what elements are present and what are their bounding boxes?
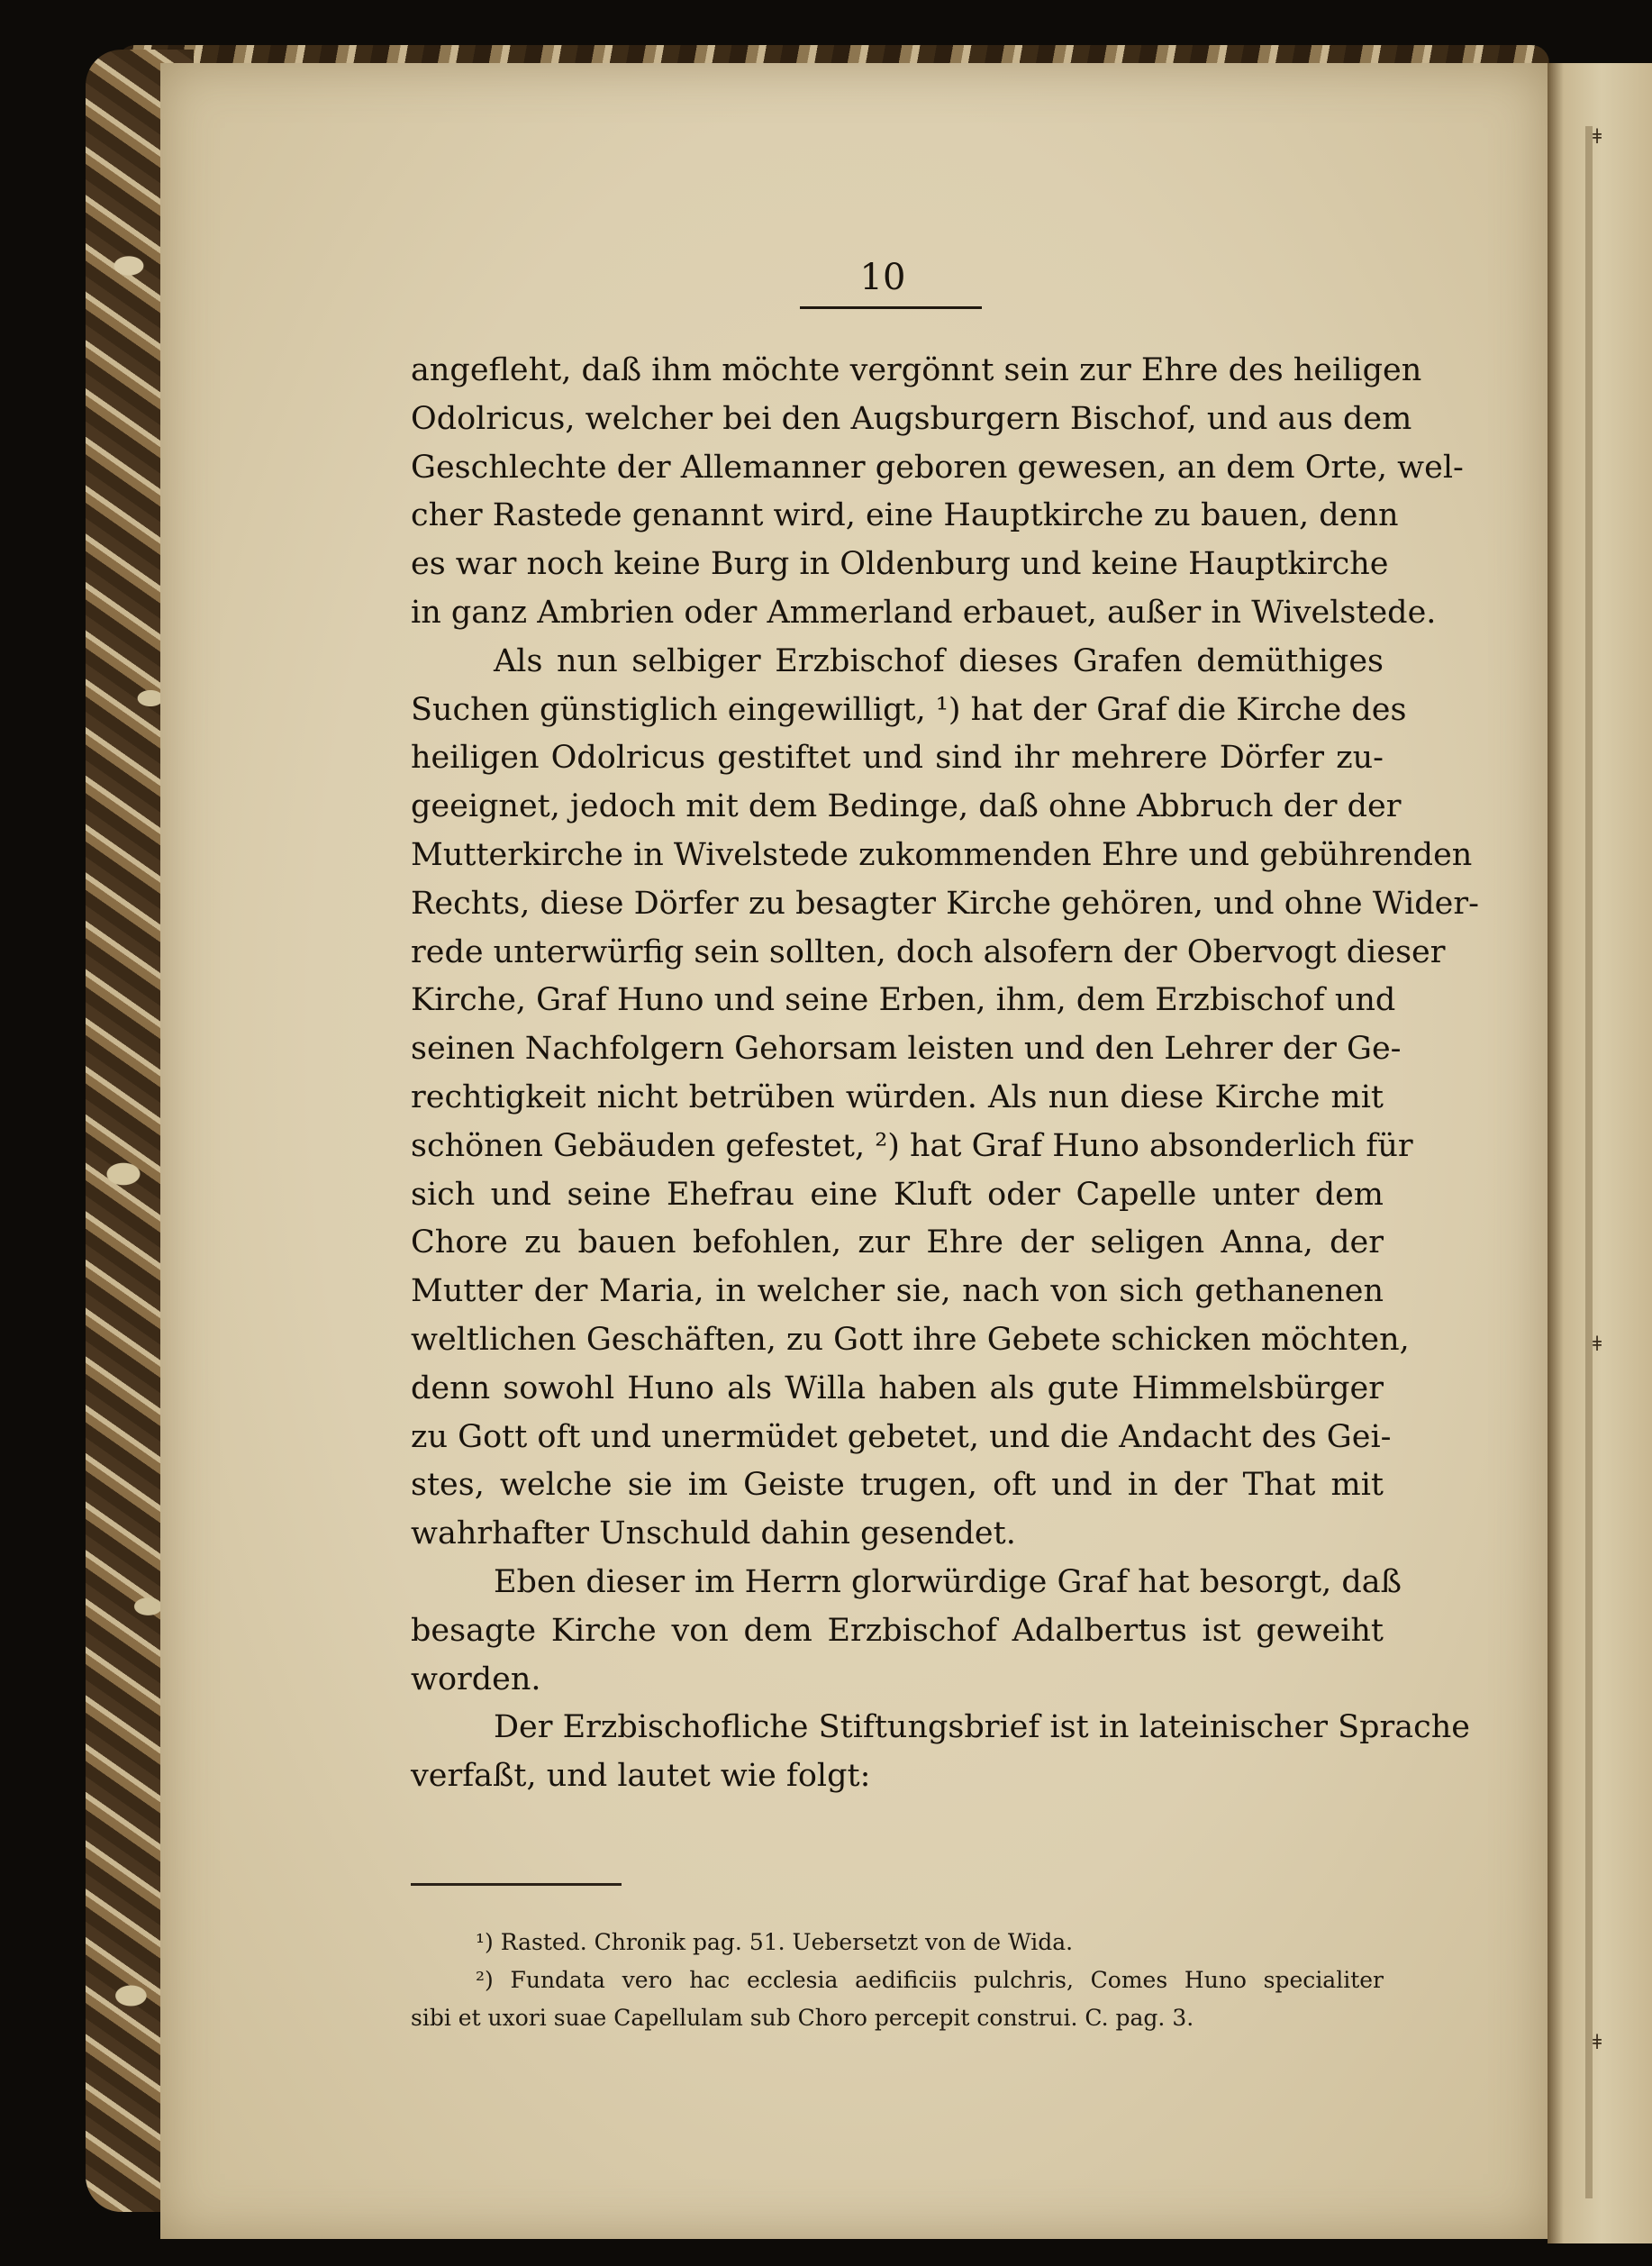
text-line: seinen Nachfolgern Gehorsam leisten und den Lehrer der Ge- xyxy=(411,1031,1402,1068)
margin-mark: ǂ xyxy=(1593,2032,1602,2054)
footnote-rule xyxy=(411,1883,622,1886)
margin-mark: ǂ xyxy=(1593,126,1602,149)
text-line: zu Gott oft und unermüdet gebetet, und die Andacht des Gei- xyxy=(411,1418,1392,1455)
text-line: denn sowohl Huno als Willa haben als gute Himmelsbürger xyxy=(411,1370,1384,1406)
text-line: Der Erzbischofliche Stiftungsbrief ist in lateinischer Sprache xyxy=(494,1709,1470,1746)
facing-page-edge xyxy=(1548,63,1652,2243)
text-line: angefleht, daß ihm möchte vergönnt sein zur Ehre des heiligen xyxy=(411,352,1422,388)
text-line: Odolricus, welcher bei den Augsburgern Bischof, und aus dem xyxy=(411,400,1412,437)
text-line: schönen Gebäuden gefestet, ²) hat Graf Huno absonderlich für xyxy=(411,1127,1413,1164)
text-line: weltlichen Geschäften, zu Gott ihre Gebete schicken möchten, xyxy=(411,1321,1410,1358)
text-line: Suchen günstiglich eingewilligt, ¹) hat der Graf die Kirche des xyxy=(411,691,1407,728)
text-line: Mutterkirche in Wivelstede zukommenden Ehre und gebührenden xyxy=(411,836,1473,873)
text-line: es war noch keine Burg in Oldenburg und keine Hauptkirche xyxy=(411,546,1389,583)
text-line: Geschlechte der Allemanner geboren gewesen, an dem Orte, wel- xyxy=(411,449,1464,486)
footnote-line: sibi et uxori suae Capellulam sub Choro percepit construi. C. pag. 3. xyxy=(411,2005,1194,2031)
text-line: Kirche, Graf Huno und seine Erben, ihm, dem Erzbischof und xyxy=(411,982,1396,1019)
text-line: cher Rastede genannt wird, eine Hauptkirche zu bauen, denn xyxy=(411,497,1399,534)
margin-mark: ǂ xyxy=(1593,1333,1602,1356)
text-line: wahrhafter Unschuld dahin gesendet. xyxy=(411,1515,1016,1552)
text-line: heiligen Odolricus gestiftet und sind ihr mehrere Dörfer zu- xyxy=(411,740,1384,777)
text-line: stes, welche sie im Geiste trugen, oft und in der That mit xyxy=(411,1467,1384,1504)
text-line: verfaßt, und lautet wie folgt: xyxy=(411,1758,871,1795)
text-line: Eben dieser im Herrn glorwürdige Graf hat besorgt, daß xyxy=(494,1563,1402,1600)
page-number: 10 xyxy=(859,257,906,298)
body-text xyxy=(411,347,1479,1801)
text-line: besagte Kirche von dem Erzbischof Adalbertus ist geweiht xyxy=(411,1612,1384,1649)
footnotes xyxy=(411,1924,1384,2037)
text-line: Mutter der Maria, in welcher sie, nach von sich gethanenen xyxy=(411,1273,1384,1310)
text-line: worden. xyxy=(411,1661,541,1697)
text-line: Als nun selbiger Erzbischof dieses Grafen demüthiges xyxy=(494,642,1384,679)
text-line: Rechts, diese Dörfer zu besagter Kirche gehören, und ohne Wider- xyxy=(411,885,1479,922)
text-line: sich und seine Ehefrau eine Kluft oder Capelle unter dem xyxy=(411,1176,1384,1213)
page-number-rule xyxy=(800,306,982,309)
binding-gutter xyxy=(1585,126,1593,2198)
text-line: in ganz Ambrien oder Ammerland erbauet, außer in Wivelstede. xyxy=(411,594,1437,631)
text-line: rede unterwürfig sein sollten, doch alsofern der Obervogt dieser xyxy=(411,933,1446,970)
text-line: geeignet, jedoch mit dem Bedinge, daß ohne Abbruch der der xyxy=(411,788,1402,825)
text-line: rechtigkeit nicht betrüben würden. Als nun diese Kirche mit xyxy=(411,1078,1384,1115)
text-line: Chore zu bauen befohlen, zur Ehre der seligen Anna, der xyxy=(411,1224,1384,1261)
footnote-line: ²) Fundata vero hac ecclesia aedificiis pulchris, Comes Huno specialiter xyxy=(476,1967,1384,1993)
footnote-line: ¹) Rasted. Chronik pag. 51. Uebersetzt von de Wida. xyxy=(476,1929,1074,1955)
